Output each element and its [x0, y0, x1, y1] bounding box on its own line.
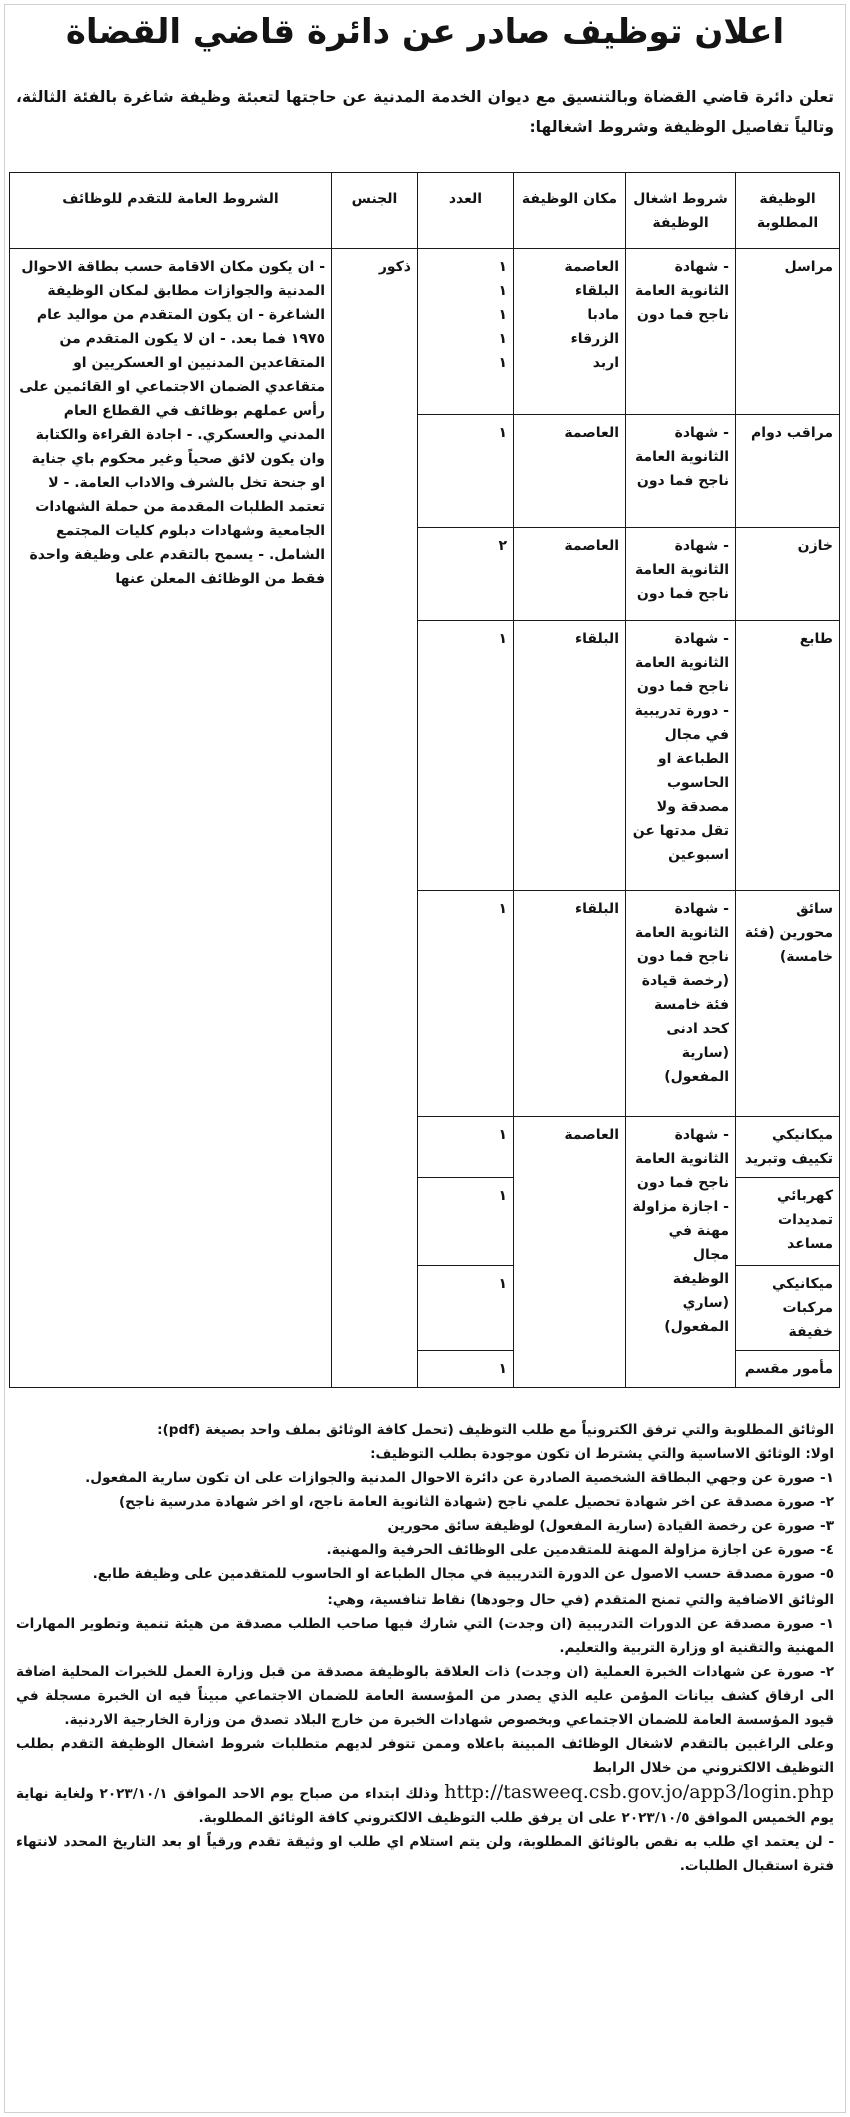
job-condition: - شهادة الثانوية العامة ناجح فما دون - دورة تدريبية في مجال الطباعة او الحاسوب مصدقة ولا تقل مدتها عن اسبوعين — [626, 621, 736, 891]
job-title: مراسل — [736, 249, 840, 415]
closing-note: - لن يعتمد اي طلب به نقص بالوثائق المطلوبة، ولن يتم استلام اي طلب او وثيقة تقدم ورقياً او بعد التاريخ المحدد لانتهاء فترة استقبال الطلبات. — [16, 1834, 834, 1874]
jobs-table — [9, 172, 840, 1388]
general-condition-item: - يسمح بالتقدم على وظيفة واحدة فقط من الوظائف المعلن عنها — [29, 547, 325, 587]
count-item: ١ — [498, 331, 507, 347]
count-item: ١ — [498, 307, 507, 323]
docs-basic-title: اولا: الوثائق الاساسية والتي يشترط ان تكون موجودة بطلب التوظيف: — [370, 1446, 834, 1462]
job-count: ١ — [418, 1178, 514, 1266]
job-title: ميكانيكي مركبات خفيفة — [736, 1266, 840, 1351]
header-count: العدد — [418, 173, 514, 249]
job-condition: - شهادة الثانوية العامة ناجح فما دون (رخصة قيادة فئة خامسة كحد ادنى (سارية المفعول) — [626, 891, 736, 1117]
application-dates: وذلك ابتداء من صباح يوم الاحد الموافق ٢٠٢٣/١٠/١ ولغاية نهاية يوم الخميس الموافق ٢٠٢٣/١٠/٥ على ان يرفق طلب التوظيف الالكتروني كافة الوثائق المطلوبة. — [16, 1786, 834, 1826]
header-job: الوظيفة المطلوبة — [736, 173, 840, 249]
job-location: البلقاء — [514, 621, 626, 891]
general-condition-item: - اجادة القراءة والكتابة وان يكون لائق صحياً وغير محكوم باي جناية او جنحة تخل بالشرف والاداب العامة. — [31, 427, 325, 491]
general-condition-item: - ان يكون المتقدم من مواليد عام ١٩٧٥ فما بعد. — [36, 307, 325, 347]
header-conditions: شروط اشغال الوظيفة — [626, 173, 736, 249]
job-condition: - شهادة الثانوية العامة ناجح فما دون — [626, 415, 736, 528]
job-condition: - شهادة الثانوية العامة ناجح فما دون — [626, 528, 736, 621]
job-count: ١ — [418, 1266, 514, 1351]
apply-link-line — [16, 1780, 834, 1830]
job-count: ١ — [418, 1117, 514, 1178]
job-location: العاصمة — [514, 415, 626, 528]
count-item: ١ — [498, 283, 507, 299]
general-condition-item: - لا تعتمد الطلبات المقدمة من حملة الشهادات الجامعية وشهادات دبلوم كليات المجتمع الشامل. — [35, 475, 325, 563]
location-item: البلقاء — [575, 283, 619, 299]
extra-doc-item: ٢- صورة عن شهادات الخبرة العملية (ان وجدت) ذات العلاقة بالوظيفة مصدقة من قبل وزارة العمل للخبرات المحلية اضافة الى ارفاق كشف بيانات المؤمن عليه الذي يصدر من المؤسسة العامة للضمان الاجتماعي مبيناً فيه ان الخبرة مسجلة في قيود المؤسسة العامة للضمان الاجتماعي وبخصوص شهادات الخبرة من خارج البلاد تصدق من وزارة الخارجية الاردنية. — [16, 1664, 834, 1728]
application-link[interactable]: http://tasweeq.csb.gov.jo/app3/login.php — [444, 1781, 834, 1803]
job-title: مأمور مقسم — [736, 1351, 840, 1388]
doc-item: ٥- صورة مصدقة حسب الاصول عن الدورة التدريبية في مجال الطباعة او الحاسوب للمتقدمين على وظيفة طابع. — [92, 1566, 834, 1582]
doc-item: ٤- صورة عن اجازة مزاولة المهنة للمتقدمين على الوظائف الحرفية والمهنية. — [326, 1542, 834, 1558]
ad-intro: تعلن دائرة قاضي القضاة وبالتنسيق مع ديوان الخدمة المدنية عن حاجتها لتعبئة وظيفة شاغرة بالفئة الثالثة، وتالياً تفاصيل الوظيفة وشروط اشغالها: — [16, 88, 834, 136]
general-condition-item: - ان يكون مكان الاقامة حسب بطاقة الاحوال المدنية والجوازات مطابق لمكان الوظيفة الشاغرة — [21, 259, 325, 323]
job-title: ميكانيكي تكييف وتبريد — [736, 1117, 840, 1178]
header-general-conditions: الشروط العامة للتقدم للوظائف — [10, 173, 332, 249]
job-locations — [514, 249, 626, 415]
job-count: ١ — [418, 621, 514, 891]
job-count: ١ — [418, 415, 514, 528]
apply-instructions: وعلى الراغبين بالتقدم لاشغال الوظائف المبينة باعلاه وممن تتوفر لديهم متطلبات شروط اشغال الوظيفة التقدم بطلب التوظيف الالكتروني من خلال الرابط — [16, 1736, 834, 1776]
job-count: ١ — [418, 1351, 514, 1388]
job-counts — [418, 249, 514, 415]
count-item: ١ — [498, 355, 507, 371]
header-gender: الجنس — [332, 173, 418, 249]
job-condition: - شهادة الثانوية العامة ناجح فما دون - اجازة مزاولة مهنة في مجال الوظيفة (ساري المفعول) — [626, 1117, 736, 1388]
job-location: البلقاء — [514, 891, 626, 1117]
job-title: مراقب دوام — [736, 415, 840, 528]
location-item: مادبا — [587, 307, 619, 323]
table-header-row — [10, 173, 840, 249]
table-row — [10, 249, 840, 415]
docs-intro: الوثائق المطلوبة والتي ترفق الكترونياً مع طلب التوظيف (تحمل كافة الوثائق بملف واحد بصيغة (pdf): — [157, 1422, 834, 1438]
job-count: ١ — [418, 891, 514, 1117]
header-location: مكان الوظيفة — [514, 173, 626, 249]
doc-item: ٢- صورة مصدقة عن اخر شهادة تحصيل علمي ناجح (شهادة الثانوية العامة ناجح، او اخر شهادة مدرسية ناجح) — [118, 1494, 834, 1510]
location-item: الزرقاء — [570, 331, 619, 347]
documents-section — [16, 1418, 834, 1878]
job-location: العاصمة — [514, 528, 626, 621]
docs-extra-title: الوثائق الاضافية والتي تمنح المتقدم (في حال وجودها) نقاط تنافسية، وهي: — [327, 1592, 834, 1608]
job-count: ٢ — [418, 528, 514, 621]
ad-title: اعلان توظيف صادر عن دائرة قاضي القضاة — [65, 12, 785, 52]
location-item: اربد — [592, 355, 619, 371]
extra-doc-item: ١- صورة مصدقة عن الدورات التدريبية (ان وجدت) التي شارك فيها صاحب الطلب مصدقة من هيئة تنمية وتطوير المهارات المهنية والتقنية او وزارة التربية والتعليم. — [16, 1616, 834, 1656]
general-condition-item: - ان لا يكون المتقدم من المتقاعدين المدنيين او العسكريين او متقاعدي الضمان الاجتماعي او القائمين على رأس عملهم بوظائف في القطاع العام المدني والعسكري. — [19, 331, 325, 443]
job-title: خازن — [736, 528, 840, 621]
gender-cell: ذكور — [332, 249, 418, 1388]
doc-item: ٣- صورة عن رخصة القيادة (سارية المفعول) لوظيفة سائق محورين — [387, 1518, 834, 1534]
job-title: كهربائي تمديدات مساعد — [736, 1178, 840, 1266]
general-conditions — [10, 249, 332, 1388]
job-condition: - شهادة الثانوية العامة ناجح فما دون — [626, 249, 736, 415]
doc-item: ١- صورة عن وجهي البطاقة الشخصية الصادرة عن دائرة الاحوال المدنية والجوازات على ان تكون سارية المفعول. — [85, 1470, 834, 1486]
count-item: ١ — [498, 259, 507, 275]
job-title: طابع — [736, 621, 840, 891]
job-title: سائق محورين (فئة خامسة) — [736, 891, 840, 1117]
location-item: العاصمة — [564, 259, 619, 275]
job-location: العاصمة — [514, 1117, 626, 1388]
